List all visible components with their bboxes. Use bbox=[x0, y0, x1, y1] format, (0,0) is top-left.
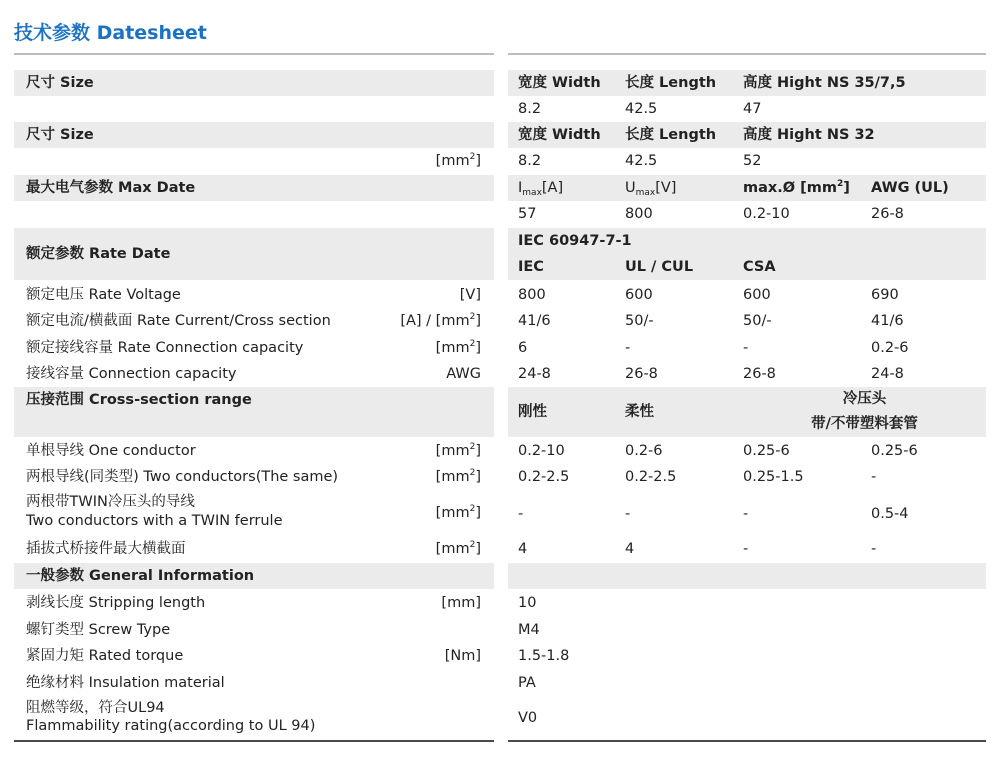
cell-value: 600 bbox=[743, 287, 771, 303]
row-label: Flammability rating(according to UL 94) bbox=[26, 718, 316, 734]
col-header: 高度 Hight NS 35/7,5 bbox=[743, 75, 906, 91]
cell-value: 41/6 bbox=[871, 313, 904, 329]
col-header: 长度 Length bbox=[625, 127, 717, 143]
two-conductors-row bbox=[0, 464, 999, 490]
cell-value: M4 bbox=[518, 622, 540, 638]
col-header: $I_{max}[A]$ bbox=[518, 180, 564, 198]
col-header: 宽度 Width bbox=[518, 75, 601, 91]
col-header: 刚性 bbox=[518, 404, 547, 420]
cell-value: - bbox=[518, 506, 524, 522]
col-header: 宽度 Width bbox=[518, 127, 601, 143]
col-header: 冷压头 bbox=[842, 391, 887, 407]
cell-value: 50/- bbox=[743, 313, 772, 329]
cell-value: 6 bbox=[518, 340, 528, 356]
cell-value: - bbox=[871, 469, 877, 485]
unit-label: $[mm^2]$ bbox=[435, 339, 481, 356]
cell-value: 52 bbox=[743, 153, 762, 169]
cell-value: - bbox=[743, 340, 749, 356]
cell-value: 8.2 bbox=[518, 153, 542, 169]
col-header: max.Ø $[mm^2]$ bbox=[743, 179, 850, 196]
top-divider-left bbox=[14, 53, 494, 55]
cell-value: - bbox=[625, 340, 631, 356]
rate-header-row bbox=[0, 228, 999, 280]
cell-value: 0.2-10 bbox=[743, 206, 790, 222]
insulation-row bbox=[0, 670, 999, 696]
row-label: 单根导线 One conductor bbox=[26, 443, 196, 459]
col-header: AWG (UL) bbox=[871, 180, 949, 196]
cell-value: - bbox=[743, 541, 749, 557]
cell-value: 26-8 bbox=[625, 366, 658, 382]
unit-label: [Nm] bbox=[444, 648, 481, 664]
row-label: 阻燃等级，符合UL94 bbox=[26, 700, 165, 716]
cell-value: 8.2 bbox=[518, 101, 542, 117]
row-label: 尺寸 Size bbox=[26, 75, 94, 91]
col-header: CSA bbox=[743, 259, 776, 275]
col-header: UL / CUL bbox=[625, 259, 694, 275]
row-label: 剥线长度 Stripping length bbox=[26, 595, 206, 611]
unit-label: $[mm^2]$ bbox=[435, 152, 481, 169]
unit-label: $[mm^2]$ bbox=[435, 468, 481, 485]
col-header: 长度 Length bbox=[625, 75, 717, 91]
row-label: 额定电压 Rate Voltage bbox=[26, 287, 181, 303]
row-label: 一般参数 General Information bbox=[26, 568, 255, 584]
top-divider-right bbox=[508, 53, 986, 55]
cell-value: 0.2-2.5 bbox=[518, 469, 570, 485]
row-label: 插拔式桥接件最大横截面 bbox=[26, 541, 186, 557]
one-conductor-row bbox=[0, 438, 999, 464]
general-header-row bbox=[0, 563, 999, 589]
cell-value: 0.25-6 bbox=[743, 443, 790, 459]
row-label: 两根带TWIN冷压头的导线 bbox=[26, 494, 195, 510]
unit-label: AWG bbox=[446, 366, 481, 382]
cell-value: - bbox=[743, 506, 749, 522]
unit-label: $[A] / [mm^2]$ bbox=[400, 312, 481, 329]
bottom-divider-right bbox=[508, 740, 986, 742]
cell-value: 1.5-1.8 bbox=[518, 648, 570, 664]
row-label: 螺钉类型 Screw Type bbox=[26, 622, 171, 638]
cell-value: 26-8 bbox=[871, 206, 904, 222]
row-label: 两根导线(同类型) Two conductors(The same) bbox=[26, 469, 339, 485]
cell-value: 42.5 bbox=[625, 153, 658, 169]
unit-label: $[mm^2]$ bbox=[435, 442, 481, 459]
size-header-row-1 bbox=[0, 70, 999, 96]
awg-row bbox=[0, 361, 999, 387]
cell-value: V0 bbox=[518, 710, 538, 726]
cell-value: 800 bbox=[625, 206, 653, 222]
max-value-row bbox=[0, 201, 999, 227]
cell-value: 41/6 bbox=[518, 313, 551, 329]
bridge-row bbox=[0, 536, 999, 562]
unit-label: $[mm^2]$ bbox=[435, 504, 481, 521]
cell-value: 0.25-1.5 bbox=[743, 469, 804, 485]
connection-row bbox=[0, 335, 999, 361]
standard-label: IEC 60947-7-1 bbox=[518, 233, 632, 249]
size-value-row-2 bbox=[0, 148, 999, 174]
cell-value: 10 bbox=[518, 595, 537, 611]
cell-value: 800 bbox=[518, 287, 546, 303]
cell-value: 4 bbox=[625, 541, 635, 557]
unit-label: $[mm^2]$ bbox=[435, 540, 481, 557]
cell-value: 26-8 bbox=[743, 366, 776, 382]
cell-value: - bbox=[871, 541, 877, 557]
cell-value: 4 bbox=[518, 541, 528, 557]
cell-value: 0.5-4 bbox=[871, 506, 909, 522]
cell-value: 50/- bbox=[625, 313, 654, 329]
twin-ferrule-row bbox=[0, 491, 999, 535]
cell-value: 42.5 bbox=[625, 101, 658, 117]
page-title: 技术参数 Datesheet bbox=[14, 22, 207, 44]
row-label: 额定参数 Rate Date bbox=[26, 246, 171, 262]
bottom-divider-left bbox=[14, 740, 494, 742]
row-label: 压接范围 Cross-section range bbox=[26, 392, 252, 408]
col-header: 带/不带塑料套管 bbox=[811, 416, 918, 432]
col-header: 高度 Hight NS 32 bbox=[743, 127, 875, 143]
col-header: IEC bbox=[518, 259, 544, 275]
range-header-row bbox=[0, 387, 999, 437]
col-header: $U_{max}[V]$ bbox=[625, 180, 677, 198]
cell-value: 600 bbox=[625, 287, 653, 303]
size-header-row-2 bbox=[0, 122, 999, 148]
row-label: 绝缘材料 Insulation material bbox=[26, 675, 225, 691]
cell-value: 0.25-6 bbox=[871, 443, 918, 459]
unit-label: [V] bbox=[459, 287, 481, 303]
row-label: 最大电气参数 Max Date bbox=[26, 180, 196, 196]
unit-label: [mm] bbox=[441, 595, 481, 611]
cell-value: 24-8 bbox=[871, 366, 904, 382]
row-label: 接线容量 Connection capacity bbox=[26, 366, 237, 382]
cell-value: 47 bbox=[743, 101, 762, 117]
current-row bbox=[0, 308, 999, 334]
cell-value: 690 bbox=[871, 287, 899, 303]
cell-value: PA bbox=[518, 675, 536, 691]
max-header-row bbox=[0, 175, 999, 201]
cell-value: 0.2-6 bbox=[871, 340, 909, 356]
size-value-row-1 bbox=[0, 96, 999, 122]
stripping-row bbox=[0, 590, 999, 616]
cell-value: - bbox=[625, 506, 631, 522]
flammability-row bbox=[0, 697, 999, 739]
row-label: 尺寸 Size bbox=[26, 127, 94, 143]
screw-row bbox=[0, 617, 999, 643]
row-label: Two conductors with a TWIN ferrule bbox=[26, 513, 283, 529]
cell-value: 57 bbox=[518, 206, 537, 222]
row-label: 额定接线容量 Rate Connection capacity bbox=[26, 340, 304, 356]
torque-row bbox=[0, 643, 999, 669]
cell-value: 0.2-6 bbox=[625, 443, 663, 459]
row-label: 紧固力矩 Rated torque bbox=[26, 648, 184, 664]
cell-value: 0.2-10 bbox=[518, 443, 565, 459]
col-header: 柔性 bbox=[625, 404, 654, 420]
cell-value: 0.2-2.5 bbox=[625, 469, 677, 485]
cell-value: 24-8 bbox=[518, 366, 551, 382]
row-label: 额定电流/横截面 Rate Current/Cross section bbox=[26, 313, 331, 329]
voltage-row bbox=[0, 282, 999, 308]
